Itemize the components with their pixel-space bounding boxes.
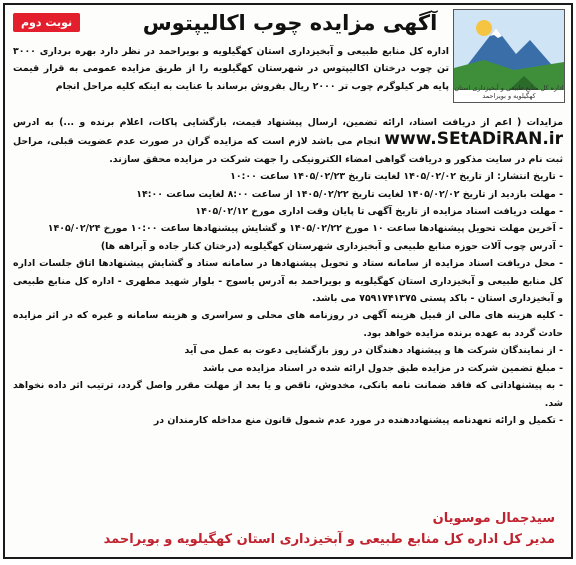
publication-badge: نوبت دوم (13, 13, 80, 32)
signatory-name: سیدجمال موسویان (432, 511, 555, 526)
list-item: - آدرس چوب آلات حوزه منابع طبیعی و آبخیزداری شهرستان کهگیلویه (درختان کنار جاده و آبراهه ها) (100, 240, 563, 252)
signature-block (15, 511, 561, 547)
list-item: - محل دریافت اسناد مزایده از سامانه ستاد و تحویل پیشنهادها در سامانه ستاد و گشایش پیشنهادها اتاق جلسات اداره کل منابع طبیعی و آبخیزداری استان کهگیلویه و بویراحمد به آدرس یاسوج - بلوار شهید مطهری - اداره کل منابع طبیعی و آبخیزداری استان - باکد پستی ۷۵۹۱۷۴۱۳۷۵ می باشد. (13, 258, 563, 305)
intro-rest-after-site: انجام می باشد لازم است که مزایده گران در صورت عدم عضویت قبلی، مراحل ثبت نام در سایت مذکور و دریافت گواهی امضاء الکترونیکی را جهت شرکت در مزایده محقق سازند. (13, 136, 563, 165)
list-item: - کلیه هزینه های مالی از قبیل هزینه آگهی در روزنامه های محلی و سراسری و هزینه سامانه و غیره که در اثر مزایده حادث گردد به عهده برنده مزایده خواهد بود. (13, 310, 563, 339)
notice-title: آگهی مزایده چوب اکالیپتوس (142, 11, 438, 35)
logo-caption: اداره کل منابع طبیعی و آبخیزداری استان کهگیلویه و بویراحمد (454, 84, 564, 100)
website-link[interactable]: www.SEtADiRAN.ir (384, 129, 563, 150)
list-item: - از نمایندگان شرکت ها و پیشنهاد دهندگان در روز بازگشایی دعوت به عمل می آید (184, 345, 563, 357)
auction-notice (3, 3, 573, 559)
list-item: - مهلت دریافت اسناد مزایده از تاریخ آگهی تا پایان وقت اداری مورخ ۱۴۰۵/۰۲/۱۲ (195, 206, 563, 218)
intro-rest-before-site: مزایدات ( اعم از دریافت اسناد، ارائه تضمین، ارسال پیشنهاد قیمت، بازگشایی پاکات، اعلام برنده و ...) به ادرس (13, 117, 563, 128)
mountain-emblem-icon (454, 10, 564, 90)
list-item: - تکمیل و ارائه تعهدنامه پیشنهاددهنده در مورد عدم شمول قانون منع مداخله کارمندان در (153, 414, 563, 426)
list-item: - مهلت بازدید از تاریخ ۱۴۰۵/۰۲/۰۲ لغایت تاریخ ۱۴۰۵/۰۲/۲۲ از ساعت ۸:۰۰ لغایت ساعت ۱۴:۰۰ (136, 188, 563, 200)
list-item: - به پیشنهاداتی که فاقد ضمانت نامه بانکی، مخدوش، ناقص و یا بعد از مهلت مقرر واصل گردد، ترتیب اثر داده نخواهد شد. (13, 380, 563, 409)
list-item: - مبلغ تضمین شرکت در مزایده طبق جدول ارائه شده در اسناد مزایده می باشد (202, 362, 563, 374)
list-item: - آخرین مهلت تحویل پیشنهادها ساعت ۱۰ مورخ ۱۴۰۵/۰۲/۲۲ و گشایش پیشنهادها ساعت ۱۰:۰۰ مورخ ۱۴۰۵/۰۲/۲۴ (47, 223, 563, 235)
intro-lead: اداره کل منابع طبیعی و آبخیزداری استان کهگیلویه و بویراحمد در نظر دارد بهره برداری ۳۰۰۰ تن چوب درختان اکالیپتوس در شهرستان کهگیلویه را از طریق مزایده عمومی به قرار قیمت پایه هر کیلوگرم چوب تر ۲۰۰۰ ریال بفروش برساند با عنایت به اینکه کلیه مراحل انجام (13, 46, 449, 92)
intro-paragraph (13, 43, 449, 95)
notice-body (13, 114, 563, 429)
intro-continuation (13, 114, 563, 168)
organization-logo (453, 9, 565, 103)
conditions-list (13, 168, 563, 429)
list-item: - تاریخ انتشار: از تاریخ ۱۴۰۵/۰۲/۰۲ لغایت تاریخ ۱۴۰۵/۰۲/۲۳ ساعت ۱۰:۰۰ (230, 171, 563, 183)
signatory-title: مدیر کل اداره کل منابع طبیعی و آبخیزداری استان کهگیلویه و بویراحمد (103, 532, 555, 547)
